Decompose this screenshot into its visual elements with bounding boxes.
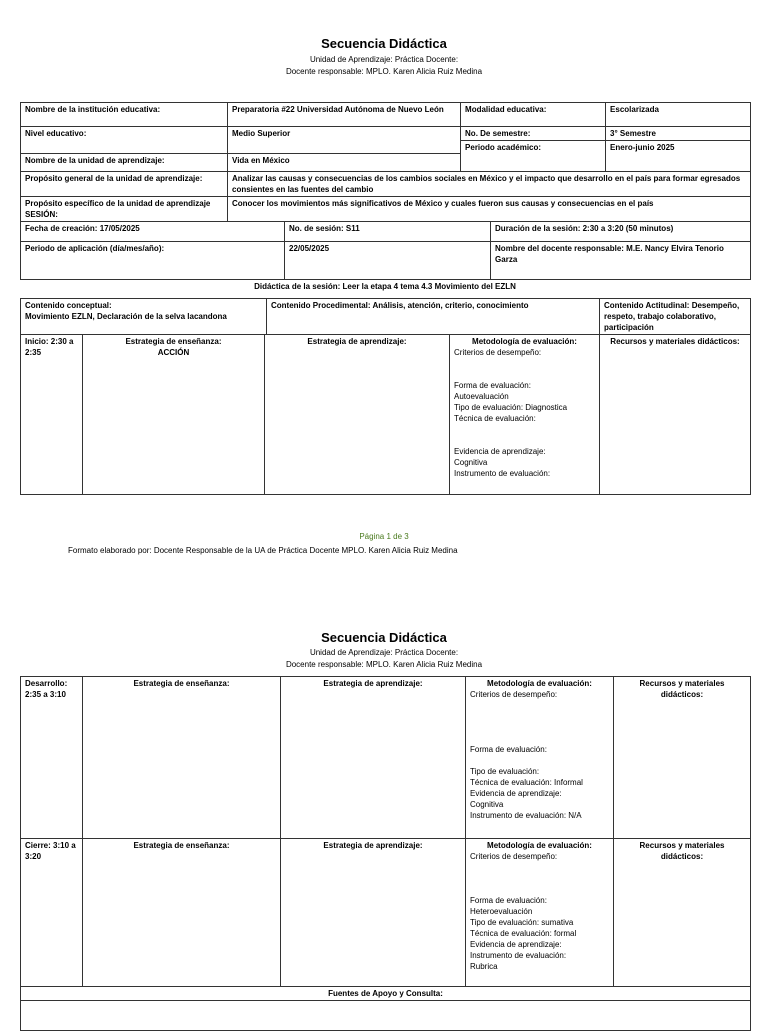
eval-line: Técnica de evaluación: formal (470, 929, 577, 938)
session-title: Didáctica de la sesión: Leer la etapa 4 tema 4.3 Movimiento del EZLN (254, 282, 516, 291)
inicio-metodologia (450, 335, 600, 495)
eval-line: Criterios de desempeño: (454, 348, 542, 357)
ensenanza-value: ACCIÓN (157, 348, 190, 357)
eval-line: Forma de evaluación: (470, 896, 547, 905)
eval-line: Criterios de desempeño: (470, 852, 558, 861)
eval-line: Instrumento de evaluación: (454, 469, 551, 478)
doc-unit-1: Unidad de Aprendizaje: Práctica Docente: (309, 55, 459, 64)
inicio-table (20, 298, 751, 495)
eval-line (470, 862, 609, 873)
prop-esp-label: Propósito específico de la unidad de aprendizaje SESIÓN: (21, 197, 228, 222)
semestre-value: 3° Semestre (606, 127, 751, 141)
inicio-recursos: Recursos y materiales didácticos: (600, 335, 751, 495)
desarrollo-ensenanza: Estrategia de enseñanza: (83, 677, 281, 839)
inicio-ensenanza (83, 335, 265, 495)
semestre-label: No. De semestre: (461, 127, 606, 141)
eval-line: Instrumento de evaluación: N/A (470, 811, 582, 820)
periodo-value: Enero-junio 2025 (606, 141, 751, 172)
eval-line: Evidencia de aprendizaje: (454, 447, 546, 456)
docente-responsable: Nombre del docente responsable: M.E. Nancy Elvira Tenorio Garza (491, 242, 751, 280)
info-table (20, 102, 751, 280)
doc-unit-2: Unidad de Aprendizaje: Práctica Docente: (309, 648, 459, 657)
contenido-conceptual (21, 299, 267, 335)
conceptual-label: Contenido conceptual: (25, 301, 112, 310)
metodologia-label: Metodología de evaluación: (487, 679, 592, 688)
desarrollo-aprendizaje: Estrategia de aprendizaje: (281, 677, 466, 839)
prop-gen-label: Propósito general de la unidad de aprendizaje: (21, 172, 228, 197)
eval-line: Forma de evaluación: (454, 381, 531, 390)
doc-teacher-1: Docente responsable: MPLO. Karen Alicia Ruiz Medina (285, 67, 483, 76)
prop-esp-value: Conocer los movimientos más significativos de México y cuales fueron sus causas y consecuencias en el país (228, 197, 751, 222)
eval-line (454, 369, 595, 380)
eval-line: Heteroevaluación (470, 907, 533, 916)
eval-line: Rubrica (470, 962, 498, 971)
eval-line: Tipo de evaluación: Diagnostica (454, 403, 568, 412)
desarrollo-metodologia (466, 677, 614, 839)
eval-line (454, 435, 595, 446)
desarrollo-table (20, 676, 751, 1031)
inicio-time: Inicio: 2:30 a 2:35 (21, 335, 83, 495)
eval-line: Instrumento de evaluación: (470, 951, 567, 960)
aplicacion-label: Periodo de aplicación (día/mes/año): (21, 242, 285, 280)
metodologia-label: Metodología de evaluación: (472, 337, 577, 346)
modalidad-label: Modalidad educativa: (461, 103, 606, 127)
prop-gen-value: Analizar las causas y consecuencias de los cambios sociales en México y el impacto que desarrollo en el país para formar egresados consientes en las fuentes del cambio (228, 172, 751, 197)
inicio-eval-lines (454, 347, 595, 479)
cierre-metodologia (466, 839, 614, 987)
contenido-procedimental: Contenido Procedimental: Análisis, atención, criterio, conocimiento (267, 299, 600, 335)
doc-title-2: Secuencia Didáctica (321, 630, 447, 645)
fecha-creacion: Fecha de creación: 17/05/2025 (21, 222, 285, 242)
nivel-value: Medio Superior (228, 127, 461, 154)
fuentes-header: Fuentes de Apoyo y Consulta: (21, 987, 751, 1001)
inicio-aprendizaje: Estrategia de aprendizaje: (265, 335, 450, 495)
cierre-eval-lines (470, 851, 609, 972)
doc-teacher-2: Docente responsable: MPLO. Karen Alicia Ruiz Medina (285, 660, 483, 669)
unidad-value: Vida en México (228, 154, 461, 172)
cierre-time: Cierre: 3:10 a 3:20 (21, 839, 83, 987)
eval-line: Autoevaluación (454, 392, 509, 401)
ensenanza-label: Estrategia de enseñanza: (125, 337, 222, 346)
nivel-label: Nivel educativo: (21, 127, 228, 154)
duracion-sesion: Duración de la sesión: 2:30 a 3:20 (50 minutos) (491, 222, 751, 242)
eval-line (470, 700, 609, 711)
unidad-label: Nombre de la unidad de aprendizaje: (21, 154, 228, 172)
eval-line: Evidencia de aprendizaje: (470, 789, 562, 798)
inst-value: Preparatoria #22 Universidad Autónoma de Nuevo León (228, 103, 461, 127)
modalidad-value: Escolarizada (606, 103, 751, 127)
conceptual-value: Movimiento EZLN, Declaración de la selva lacandona (25, 312, 227, 321)
footer-page: Página 1 de 3 (359, 532, 409, 541)
eval-line: Cognitiva (470, 800, 504, 809)
no-sesion: No. de sesión: S11 (285, 222, 491, 242)
desarrollo-eval-lines (470, 689, 609, 821)
desarrollo-time: Desarrollo: 2:35 a 3:10 (21, 677, 83, 839)
eval-line: Criterios de desempeño: (470, 690, 558, 699)
aplicacion-value: 22/05/2025 (285, 242, 491, 280)
eval-line: Técnica de evaluación: Informal (470, 778, 583, 787)
cierre-recursos: Recursos y materiales didácticos: (614, 839, 751, 987)
eval-line: Tipo de evaluación: sumativa (470, 918, 574, 927)
footer-text: Formato elaborado por: Docente Responsable de la UA de Práctica Docente MPLO. Karen Alicia Ruiz Medina (68, 546, 458, 555)
contenido-actitudinal: Contenido Actitudinal: Desempeño, respeto, trabajo colaborativo, participación (600, 299, 751, 335)
eval-line: Técnica de evaluación: (454, 414, 536, 423)
fuentes-content (21, 1001, 751, 1031)
doc-title-1: Secuencia Didáctica (321, 36, 447, 51)
eval-line (470, 873, 609, 884)
eval-line: Tipo de evaluación: (470, 767, 540, 776)
eval-line: Cognitiva (454, 458, 488, 467)
eval-line (454, 358, 595, 369)
periodo-label: Periodo académico: (461, 141, 606, 172)
eval-line: Forma de evaluación: (470, 745, 547, 754)
eval-line (470, 722, 609, 733)
eval-line (470, 733, 609, 744)
eval-line: Evidencia de aprendizaje: (470, 940, 562, 949)
inst-label: Nombre de la institución educativa: (21, 103, 228, 127)
cierre-ensenanza: Estrategia de enseñanza: (83, 839, 281, 987)
desarrollo-recursos: Recursos y materiales didácticos: (614, 677, 751, 839)
cierre-aprendizaje: Estrategia de aprendizaje: (281, 839, 466, 987)
eval-line (470, 755, 609, 766)
eval-line (470, 711, 609, 722)
eval-line (454, 424, 595, 435)
eval-line (470, 884, 609, 895)
metodologia-label: Metodología de evaluación: (487, 841, 592, 850)
